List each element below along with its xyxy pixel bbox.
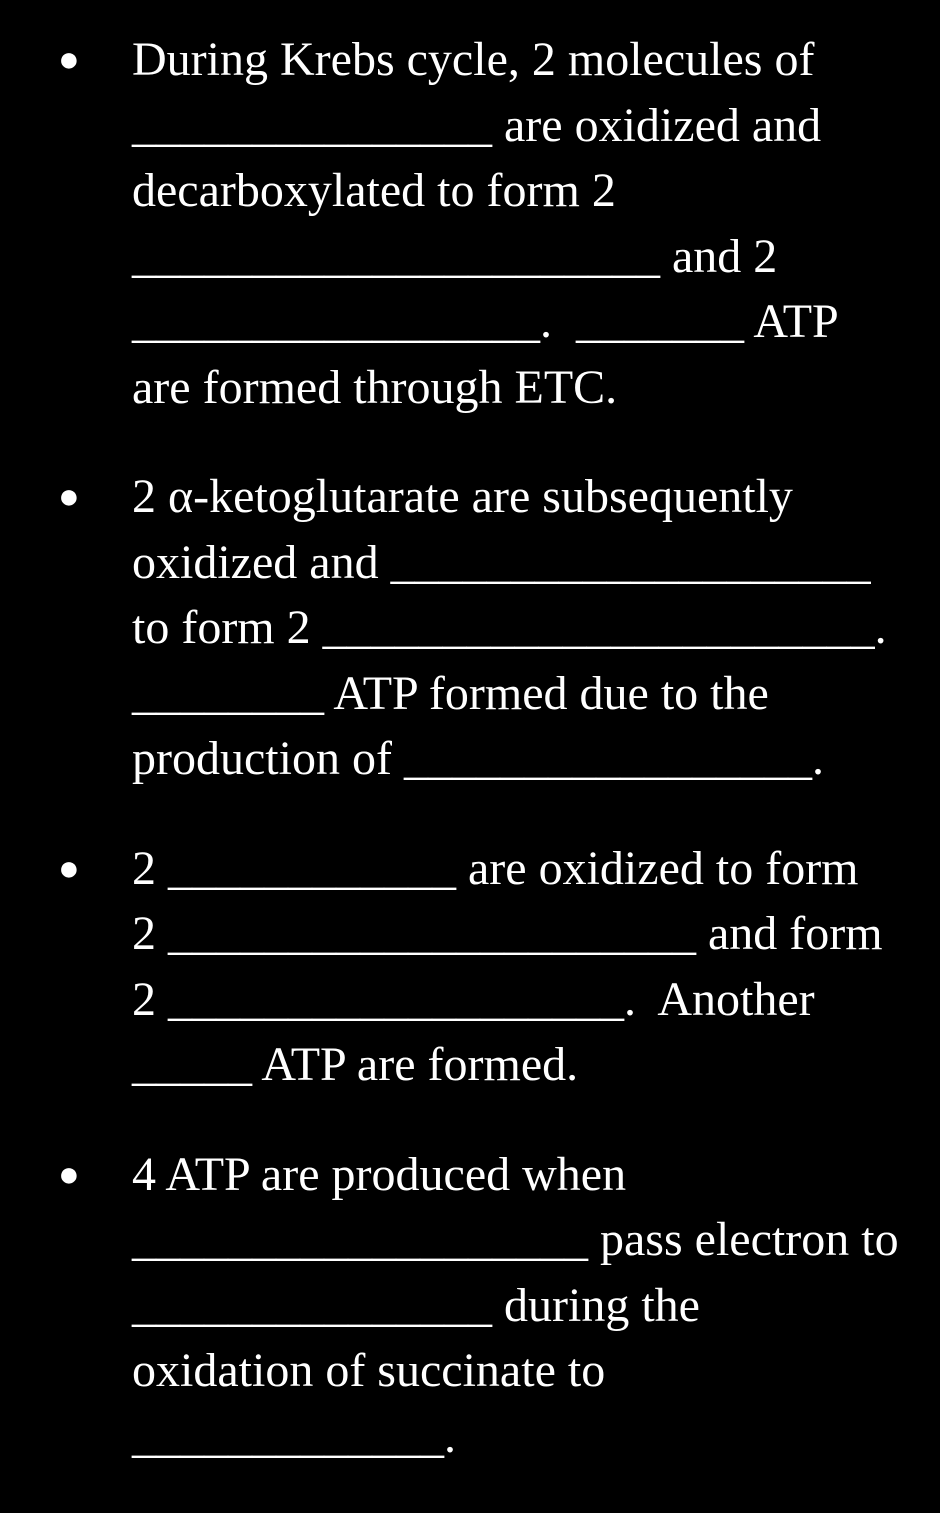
text-line: _____________. xyxy=(132,1409,456,1463)
text-line: 2 ____________ are oxidized to form xyxy=(132,841,859,895)
bullet-icon: ● xyxy=(58,847,80,888)
text-line: _________________. _______ ATP xyxy=(132,295,839,348)
text-line: ________ ATP formed due to the xyxy=(132,666,769,720)
text-line: oxidized and ____________________ xyxy=(132,535,871,589)
bullet-list xyxy=(0,27,940,1513)
text-line: 2 α-ketoglutarate are subsequently xyxy=(132,470,793,523)
bullet-icon: ● xyxy=(58,476,80,516)
bullet-icon: ● xyxy=(58,1153,80,1194)
text-line: oxidation of succinate to xyxy=(132,1344,606,1397)
text-line: _______________ during the xyxy=(132,1278,700,1332)
text-line: During Krebs cycle, 2 molecules of xyxy=(132,33,815,86)
bullet-item-succinate xyxy=(0,1142,940,1470)
text-line: _______________ are oxidized and xyxy=(132,98,822,152)
text-line: ___________________ pass electron to xyxy=(132,1213,899,1266)
bullet-item-alpha-ketoglutarate xyxy=(0,464,940,792)
text-line: ______________________ and 2 xyxy=(132,229,778,283)
bullet-icon: ● xyxy=(58,39,80,79)
text-line: 2 ______________________ and form xyxy=(132,907,883,960)
text-line: 4 ATP are produced when xyxy=(132,1147,627,1201)
text-line: production of _________________. xyxy=(132,732,824,785)
text-line: to form 2 _______________________. xyxy=(132,601,887,654)
text-line: 2 ___________________. Another xyxy=(132,972,815,1026)
text-line: _____ ATP are formed. xyxy=(132,1038,579,1091)
text-line: decarboxylated to form 2 xyxy=(132,164,616,217)
bullet-item-oxidation xyxy=(0,836,940,1098)
text-line: are formed through ETC. xyxy=(132,360,618,414)
bullet-item-krebs-cycle xyxy=(0,27,940,420)
